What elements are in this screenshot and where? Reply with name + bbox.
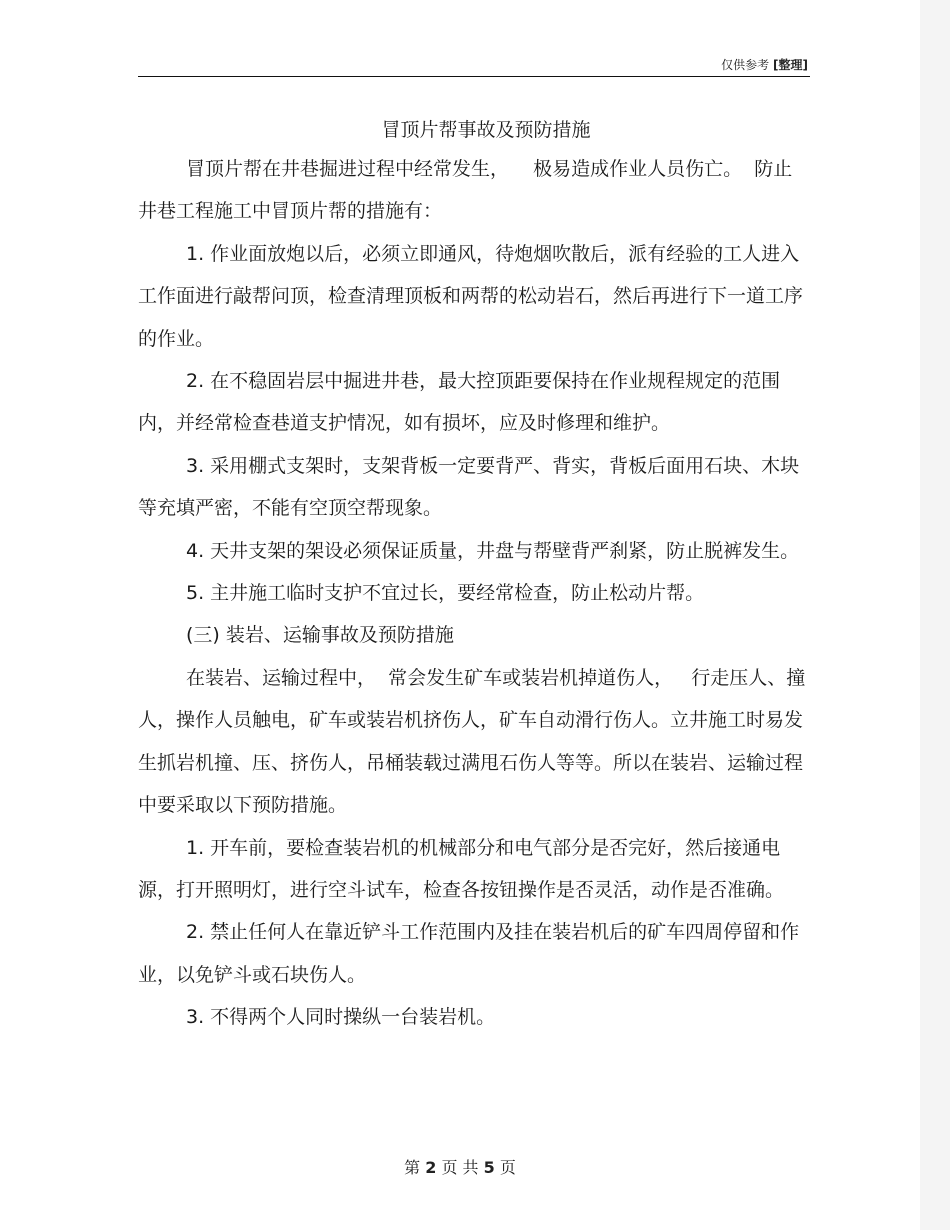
header-label: 仅供参考 bbox=[721, 58, 770, 72]
footer-prefix: 第 bbox=[404, 1158, 421, 1177]
page-footer bbox=[0, 1155, 920, 1178]
page-margin-shade bbox=[920, 0, 950, 1230]
paragraph-item-3: 3. 采用棚式支架时，支架背板一定要背严、背实，背板后面用石块、木块等充填严密，不能有空顶空帮现象。 bbox=[138, 454, 800, 520]
paragraph-item-1: 1. 作业面放炮以后，必须立即通风，待炮烟吹散后，派有经验的工人进入工作面进行敲帮问顶，检查清理顶板和两帮的松动岩石，然后再进行下一道工序的作业。 bbox=[138, 242, 804, 350]
paragraph-measure-3: 3. 不得两个人同时操纵一台装岩机。 bbox=[186, 1006, 496, 1029]
footer-total-pages: 5 bbox=[483, 1158, 495, 1177]
paragraph-item-5: 5. 主井施工临时支护不宜过长，要经常检查，防止松动片帮。 bbox=[186, 582, 705, 605]
paragraph-intro: 冒顶片帮在井巷掘进过程中经常发生， 极易造成作业人员伤亡。 防止井巷工程施工中冒顶片帮的措施有： bbox=[138, 158, 793, 223]
paragraph-measure-1: 1. 开车前，要检查装岩机的机械部分和电气部分是否完好，然后接通电源，打开照明灯，进行空斗试车，检查各按钮操作是否灵活，动作是否准确。 bbox=[138, 836, 785, 901]
document-body bbox=[138, 112, 810, 1039]
paragraph-section-intro: 在装岩、运输过程中， 常会发生矿车或装岩机掉道伤人， 行走压人、撞人，操作人员触电，矿车或装岩机挤伤人，矿车自动滑行伤人。立井施工时易发生抓岩机撞、压、挤伤人，吊桶装载过满甩石伤人等等。所以在装岩、运输过程中要采取以下预防措施。 bbox=[138, 666, 806, 817]
footer-page-number: 2 bbox=[425, 1158, 437, 1177]
page-header bbox=[721, 56, 808, 73]
document-title: 冒顶片帮事故及预防措施 bbox=[381, 119, 591, 141]
header-divider bbox=[138, 76, 810, 77]
paragraph-item-2: 2. 在不稳固岩层中掘进井巷，最大控顶距要保持在作业规程规定的范围内，并经常检查巷道支护情况，如有损坏，应及时修理和维护。 bbox=[138, 370, 781, 435]
footer-mid: 页 共 bbox=[441, 1158, 479, 1177]
footer-suffix: 页 bbox=[499, 1158, 516, 1177]
paragraph-measure-2: 2. 禁止任何人在靠近铲斗工作范围内及挂在装岩机后的矿车四周停留和作业，以免铲斗或石块伤人。 bbox=[138, 921, 800, 986]
header-tag: [整理] bbox=[773, 58, 808, 72]
section-heading: (三) 装岩、运输事故及预防措施 bbox=[186, 624, 454, 647]
paragraph-item-4: 4. 天井支架的架设必须保证质量，井盘与帮壁背严刹紧，防止脱裤发生。 bbox=[186, 539, 800, 562]
